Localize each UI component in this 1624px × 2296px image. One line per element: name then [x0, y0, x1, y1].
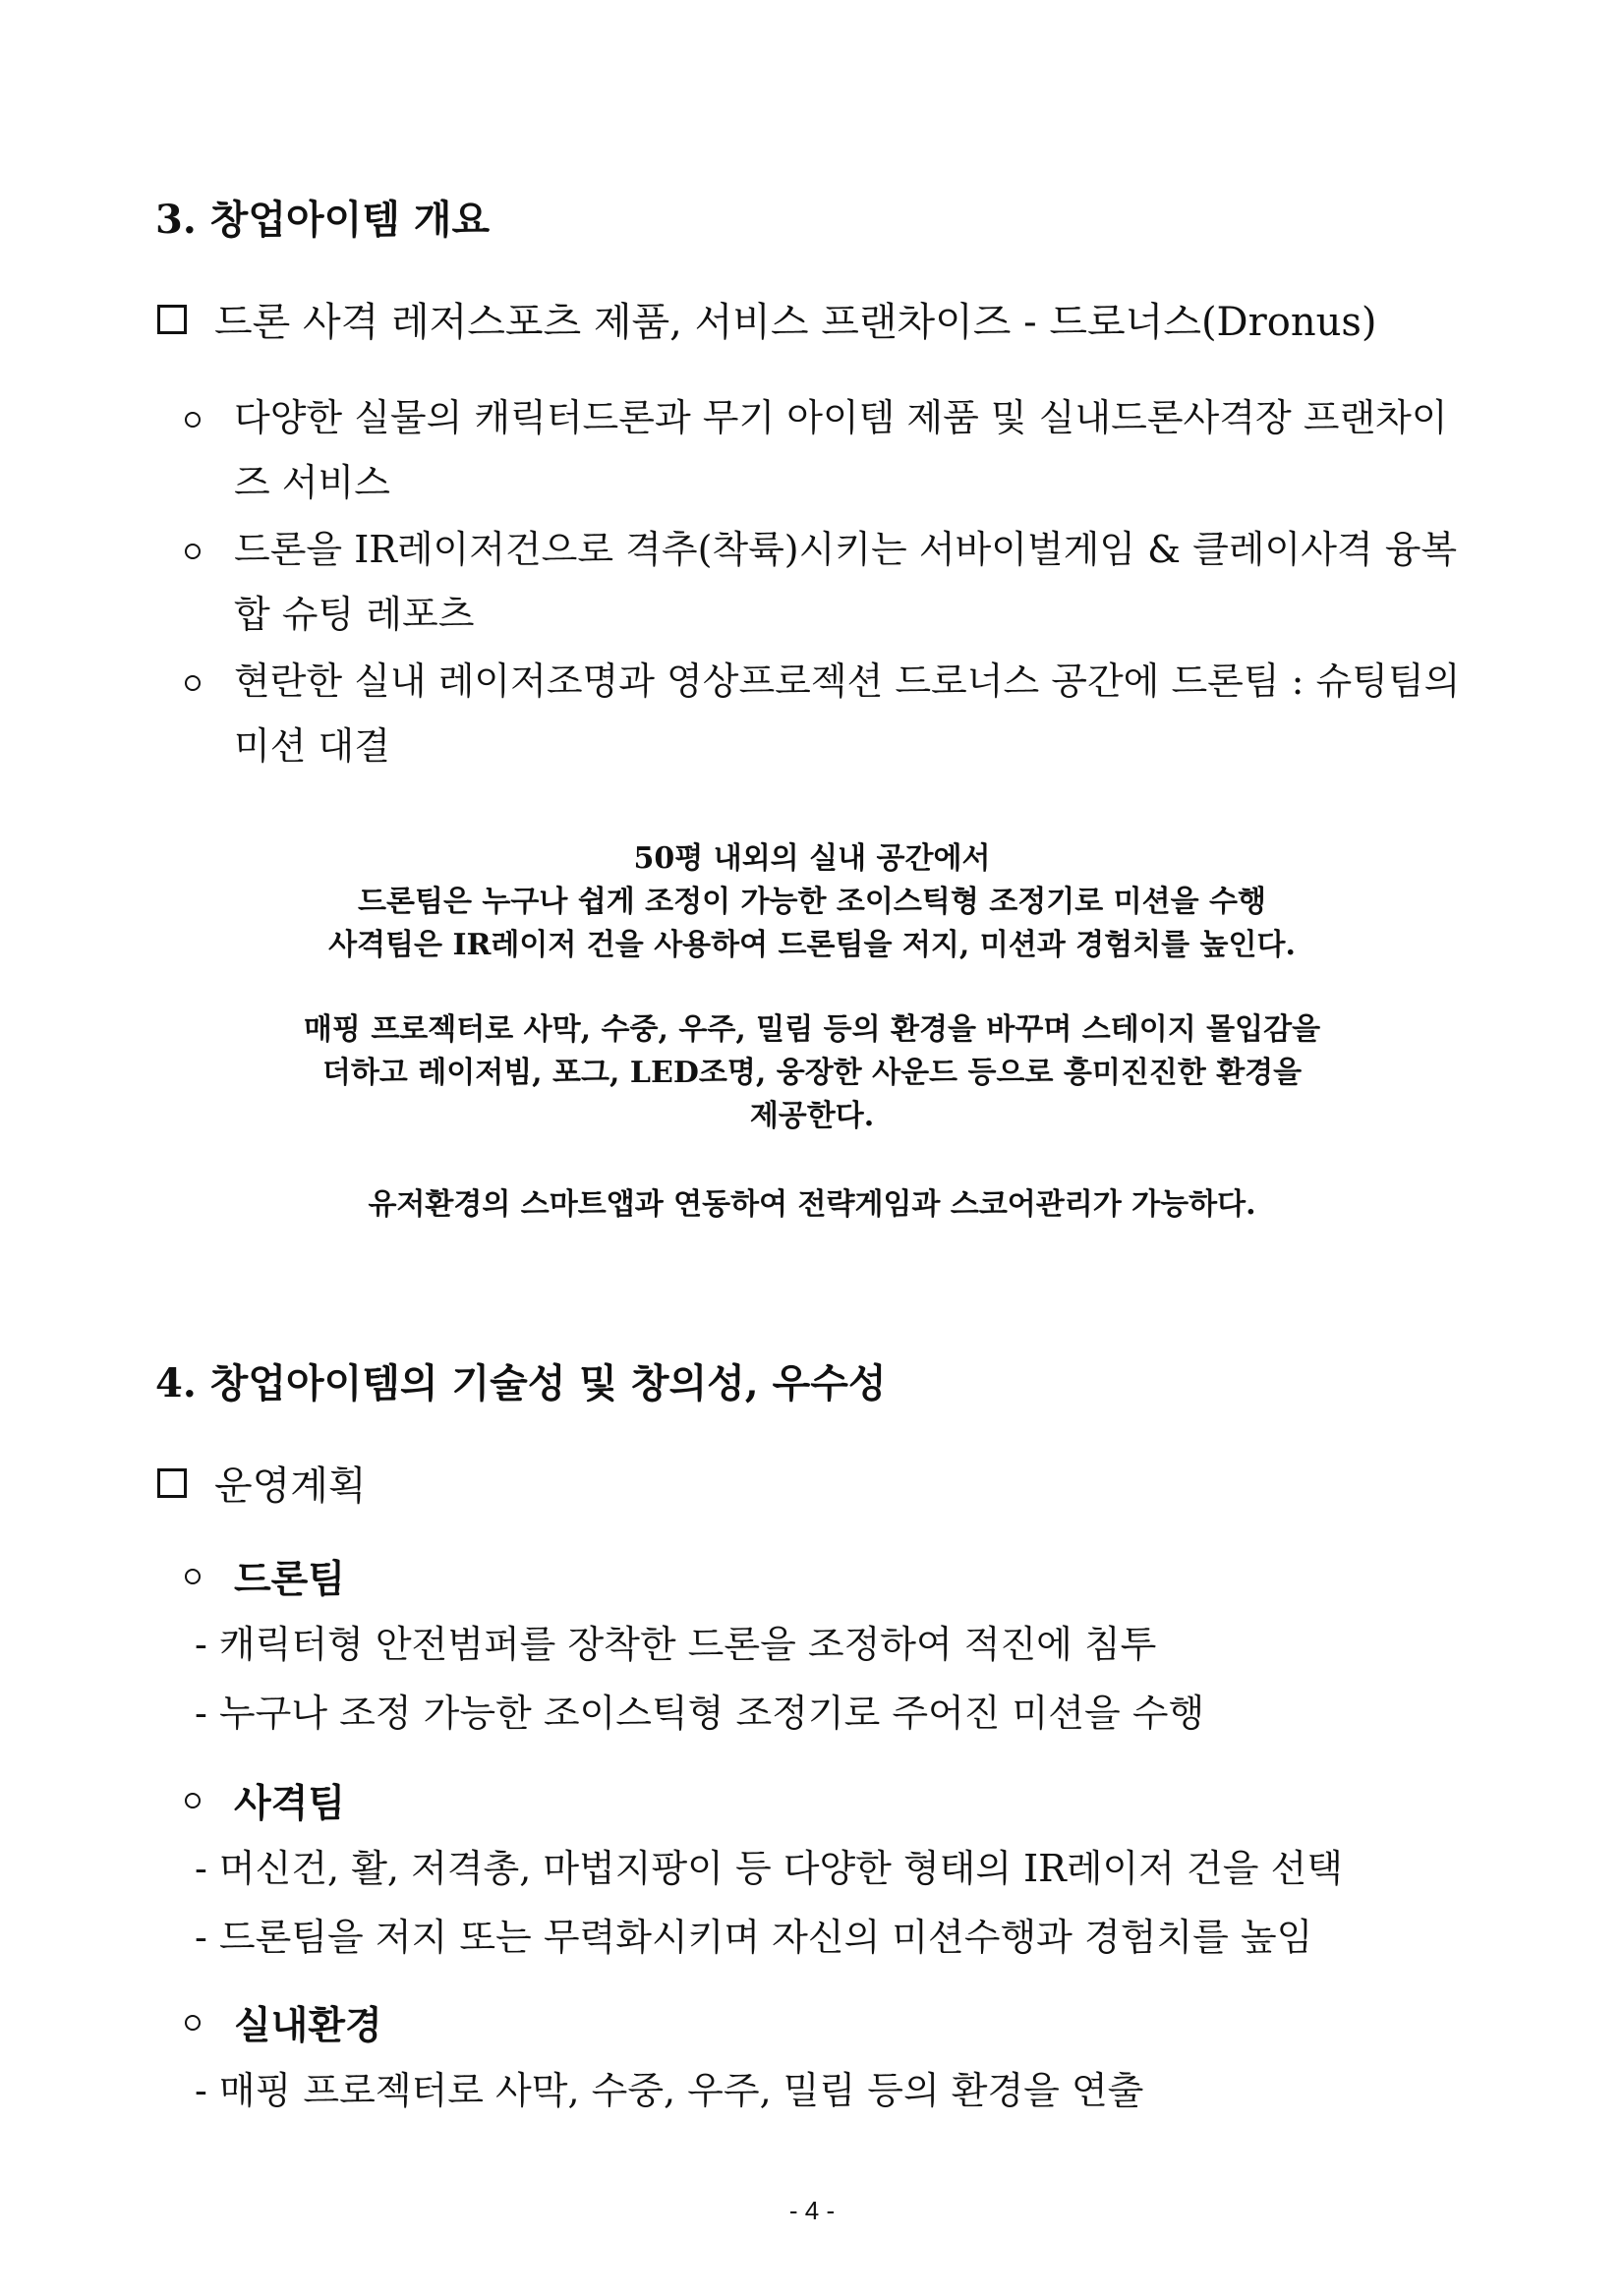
section-3-bullet: [185, 385, 1482, 515]
description-paragraph-1: [0, 837, 1624, 967]
list-item: - 드론팀을 저지 또는 무력화시키며 자신의 미션수행과 경험치를 높임: [195, 1916, 1313, 1959]
description-line: 매핑 프로젝터로 사막, 수중, 우주, 밀림 등의 환경을 바꾸며 스테이지 몰입감을: [303, 1012, 1321, 1047]
section-3-box-title: 드론 사격 레저스포츠 제품, 서비스 프랜차이즈 - 드로너스(Dronus): [214, 300, 1377, 345]
group-title: 실내환경: [234, 2003, 382, 2048]
section-4-box-title: 운영계획: [214, 1464, 367, 1509]
circle-bullet-icon: [185, 544, 201, 559]
section-3-heading: 3. 창업아이템 개요: [155, 197, 491, 243]
checkbox-square-icon: [157, 1468, 187, 1498]
list-item: - 매핑 프로젝터로 사막, 수중, 우주, 밀림 등의 환경을 연출: [195, 2069, 1144, 2112]
group-title-indoor-environment: [185, 1995, 382, 2050]
description-line: 유저환경의 스마트앱과 연동하여 전략게임과 스코어관리가 가능하다.: [368, 1187, 1256, 1222]
list-item: - 머신건, 활, 저격총, 마법지팡이 등 다양한 형태의 IR레이저 건을 선택: [195, 1847, 1343, 1890]
bullet-text: 현란한 실내 레이저조명과 영상프로젝션 드로너스 공간에 드론팀 : 슈팅팀의 미션 대결: [234, 660, 1461, 768]
circle-bullet-icon: [185, 675, 201, 691]
group-title: 드론팀: [234, 1557, 346, 1602]
group-title: 사격팀: [234, 1781, 346, 1826]
group-title-drone-team: [185, 1549, 345, 1604]
section-3-bullet: [185, 649, 1482, 778]
section-3-box-title-row: [157, 291, 1377, 347]
description-paragraph-3: [0, 1183, 1624, 1227]
section-3-bullet: [185, 517, 1482, 647]
page-number: - 4 -: [788, 2196, 836, 2225]
section-4-box-title-row: [157, 1455, 367, 1511]
circle-bullet-icon: [185, 1793, 201, 1808]
section-3-bullet-list: [185, 385, 1482, 778]
list-item: - 누구나 조정 가능한 조이스틱형 조정기로 주어진 미션을 수행: [195, 1692, 1205, 1735]
checkbox-square-icon: [157, 305, 187, 334]
list-item: - 캐릭터형 안전범퍼를 장착한 드론을 조정하여 적진에 침투: [195, 1623, 1157, 1666]
bullet-text: 다양한 실물의 캐릭터드론과 무기 아이템 제품 및 실내드론사격장 프랜차이즈 서비스: [234, 396, 1448, 504]
description-line: 사격팀은 IR레이저 건을 사용하여 드론팀을 저지, 미션과 경험치를 높인다.: [328, 928, 1296, 962]
circle-bullet-icon: [185, 2015, 201, 2031]
circle-bullet-icon: [185, 412, 201, 428]
circle-bullet-icon: [185, 1569, 201, 1584]
bullet-text: 드론을 IR레이저건으로 격추(착륙)시키는 서바이벌게임 & 클레이사격 융복합 슈팅 레포츠: [234, 528, 1458, 636]
section-4-heading: 4. 창업아이템의 기술성 및 창의성, 우수성: [155, 1360, 887, 1406]
description-paragraph-2: [0, 1008, 1624, 1138]
description-line: 50평 내외의 실내 공간에서: [633, 841, 991, 876]
description-line: 더하고 레이저빔, 포그, LED조명, 웅장한 사운드 등으로 흥미진진한 환경을: [321, 1056, 1303, 1090]
group-title-shooting-team: [185, 1773, 345, 1828]
description-line: 제공한다.: [749, 1099, 875, 1133]
description-line: 드론팀은 누구나 쉽게 조정이 가능한 조이스틱형 조정기로 미션을 수행: [358, 885, 1266, 919]
